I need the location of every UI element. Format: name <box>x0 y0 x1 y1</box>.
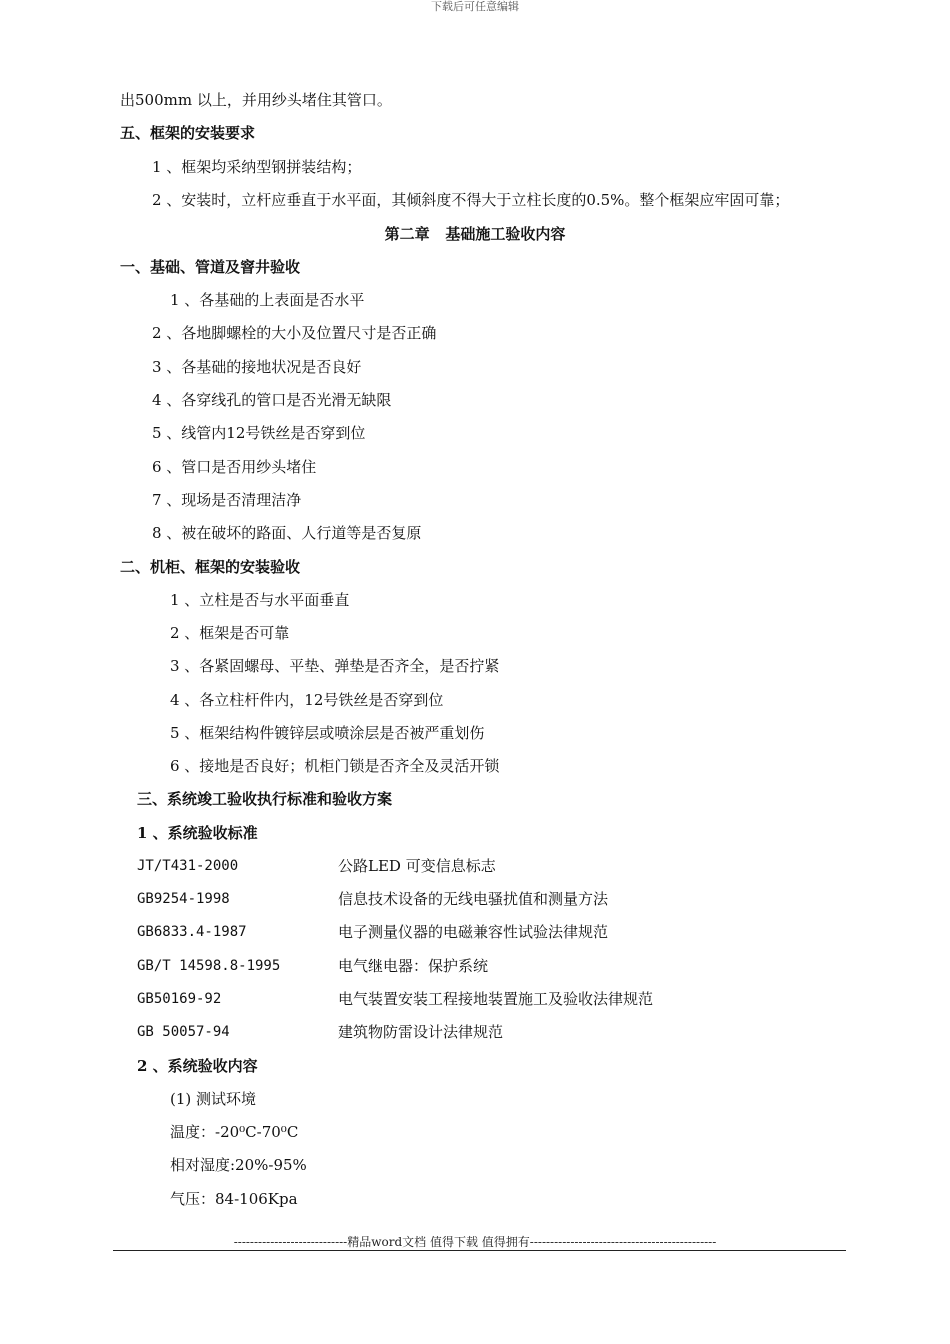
list-item: 2 、框架是否可靠 <box>170 624 290 642</box>
list-item: 5 、线管内12号铁丝是否穿到位 <box>152 424 366 442</box>
section-heading: 二、机柜、框架的安装验收 <box>120 558 301 576</box>
standard-name: 电气继电器：保护系统 <box>338 957 489 975</box>
page-footer: ----------------------------精品word文档 值得下载 值得拥有---------------------------------------------- <box>233 1235 717 1249</box>
text-line: 气压：84-106Kpa <box>170 1190 298 1208</box>
list-item: 7 、现场是否清理洁净 <box>152 491 302 509</box>
section-heading: 一、基础、管道及窨井验收 <box>120 258 301 276</box>
list-item: 6 、管口是否用纱头堵住 <box>152 458 317 476</box>
list-item: 5 、框架结构件镀锌层或喷涂层是否被严重划伤 <box>170 724 485 742</box>
list-item: 4 、各穿线孔的管口是否光滑无缺限 <box>152 391 392 409</box>
chapter-title: 第二章 基础施工验收内容 <box>384 225 566 243</box>
list-item: 3 、各基础的接地状况是否良好 <box>152 358 362 376</box>
standard-name: 电气装置安装工程接地装置施工及验收法律规范 <box>338 990 654 1008</box>
standard-name: 公路LED 可变信息标志 <box>338 857 496 875</box>
list-item: 8 、被在破坏的路面、人行道等是否复原 <box>152 524 422 542</box>
standard-code: JT/T431-2000 <box>137 858 239 874</box>
standard-name: 电子测量仪器的电磁兼容性试验法律规范 <box>338 923 609 941</box>
subsection-heading: 1 、系统验收标准 <box>137 824 258 842</box>
standard-code: GB6833.4-1987 <box>137 924 247 940</box>
subsection-heading: 2 、系统验收内容 <box>137 1057 258 1075</box>
standard-code: GB 50057-94 <box>137 1024 230 1040</box>
list-item: 2 、各地脚螺栓的大小及位置尺寸是否正确 <box>152 324 437 342</box>
standard-name: 信息技术设备的无线电骚扰值和测量方法 <box>338 890 609 908</box>
list-item: 3 、各紧固螺母、平垫、弹垫是否齐全，是否拧紧 <box>170 657 500 675</box>
list-item: 1 、立柱是否与水平面垂直 <box>170 591 350 609</box>
list-item: 2 、安装时，立杆应垂直于水平面，其倾斜度不得大于立柱长度的0.5%。整个框架应牢固可靠； <box>152 191 790 209</box>
standard-code: GB50169-92 <box>137 991 222 1007</box>
footer-divider <box>113 1250 846 1251</box>
standard-name: 建筑物防雷设计法律规范 <box>338 1023 504 1041</box>
list-item: (1) 测试环境 <box>170 1090 257 1108</box>
standard-code: GB/T 14598.8-1995 <box>137 958 281 974</box>
text-line: 出500mm 以上，并用纱头堵住其管口。 <box>120 91 392 109</box>
page-header: 下载后可任意编辑 <box>431 0 519 13</box>
text-line: 相对湿度:20%-95% <box>170 1156 307 1174</box>
section-heading: 五、框架的安装要求 <box>120 124 256 142</box>
list-item: 1 、各基础的上表面是否水平 <box>170 291 365 309</box>
text-line: 温度：-20⁰C-70⁰C <box>170 1123 299 1141</box>
section-heading: 三、系统竣工验收执行标准和验收方案 <box>137 790 393 808</box>
list-item: 6 、接地是否良好；机柜门锁是否齐全及灵活开锁 <box>170 757 500 775</box>
standard-code: GB9254-1998 <box>137 891 230 907</box>
list-item: 4 、各立柱杆件内，12号铁丝是否穿到位 <box>170 691 444 709</box>
list-item: 1 、框架均采纳型钢拼装结构； <box>152 158 362 176</box>
